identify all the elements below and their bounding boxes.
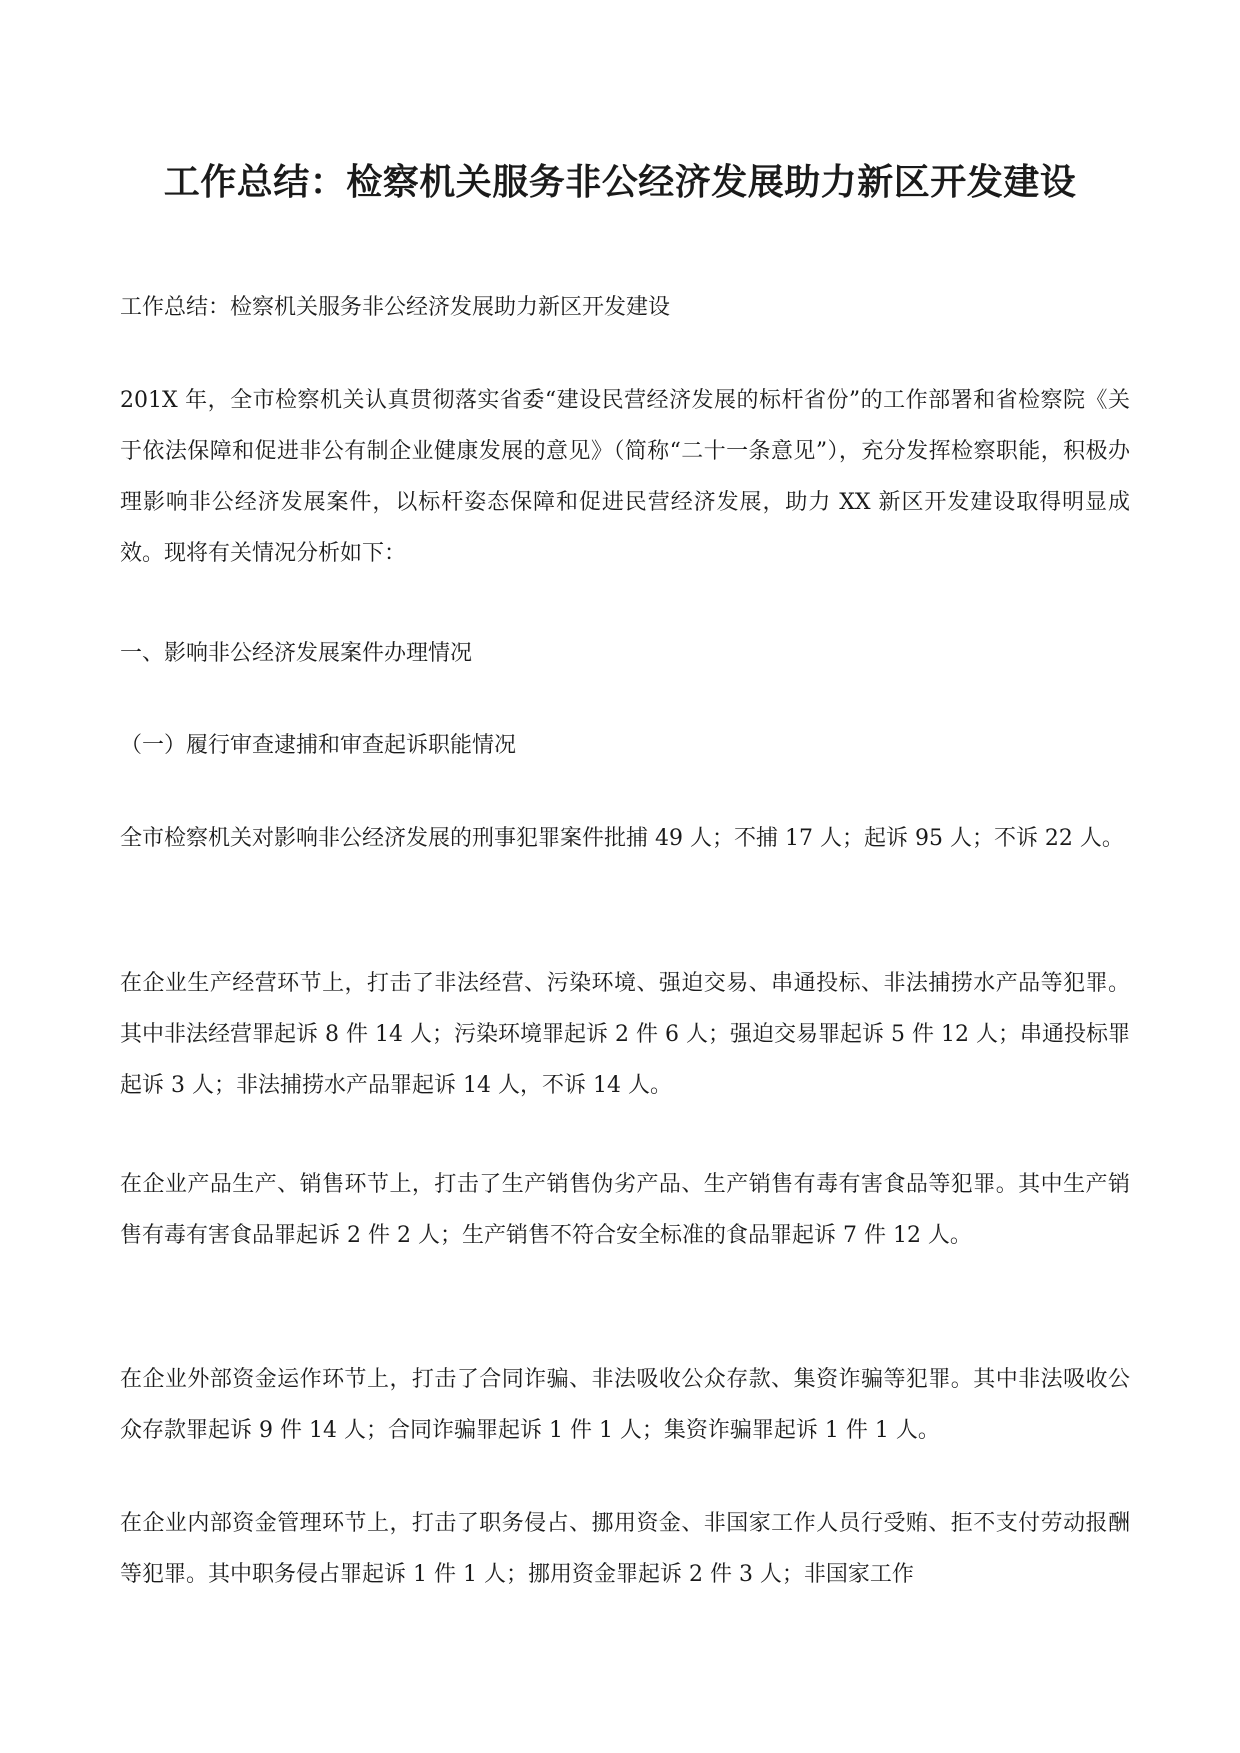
production-paragraph: 在企业生产经营环节上，打击了非法经营、污染环境、强迫交易、串通投标、非法捕捞水产品等犯罪。其中非法经营罪起诉 8 件 14 人；污染环境罪起诉 2 件 6 人；强迫交易罪起诉 5 件 12 人；串通投标罪起诉 3 人；非法捕捞水产品罪起诉 14 人，不诉 14 人。	[120, 971, 1130, 1098]
document-title: 工作总结：检察机关服务非公经济发展助力新区开发建设	[163, 161, 1077, 203]
stats-paragraph: 全市检察机关对影响非公经济发展的刑事犯罪案件批捕 49 人；不捕 17 人；起诉 95 人；不诉 22 人。	[120, 826, 1124, 851]
subsection-one-heading: （一）履行审查逮捕和审查起诉职能情况	[120, 733, 517, 758]
internal-funding-paragraph: 在企业内部资金管理环节上，打击了职务侵占、挪用资金、非国家工作人员行受贿、拒不支付劳动报酬等犯罪。其中职务侵占罪起诉 1 件 1 人；挪用资金罪起诉 2 件 3 人；非国家工作	[120, 1511, 1130, 1587]
section-one-heading: 一、影响非公经济发展案件办理情况	[120, 641, 473, 666]
document-subtitle: 工作总结：检察机关服务非公经济发展助力新区开发建设	[120, 295, 671, 320]
external-funding-paragraph: 在企业外部资金运作环节上，打击了合同诈骗、非法吸收公众存款、集资诈骗等犯罪。其中非法吸收公众存款罪起诉 9 件 14 人；合同诈骗罪起诉 1 件 1 人；集资诈骗罪起诉 1 件 1 人。	[120, 1367, 1130, 1443]
intro-paragraph: 201X 年，全市检察机关认真贯彻落实省委“建设民营经济发展的标杆省份”的工作部署和省检察院《关于依法保障和促进非公有制企业健康发展的意见》（简称“二十一条意见”），充分发挥检察职能，积极办理影响非公经济发展案件，以标杆姿态保障和促进民营经济发展，助力 XX 新区开发建设取得明显成效。现将有关情况分析如下：	[120, 388, 1130, 566]
products-paragraph: 在企业产品生产、销售环节上，打击了生产销售伪劣产品、生产销售有毒有害食品等犯罪。其中生产销售有毒有害食品罪起诉 2 件 2 人；生产销售不符合安全标准的食品罪起诉 7 件 12 人。	[120, 1172, 1130, 1248]
